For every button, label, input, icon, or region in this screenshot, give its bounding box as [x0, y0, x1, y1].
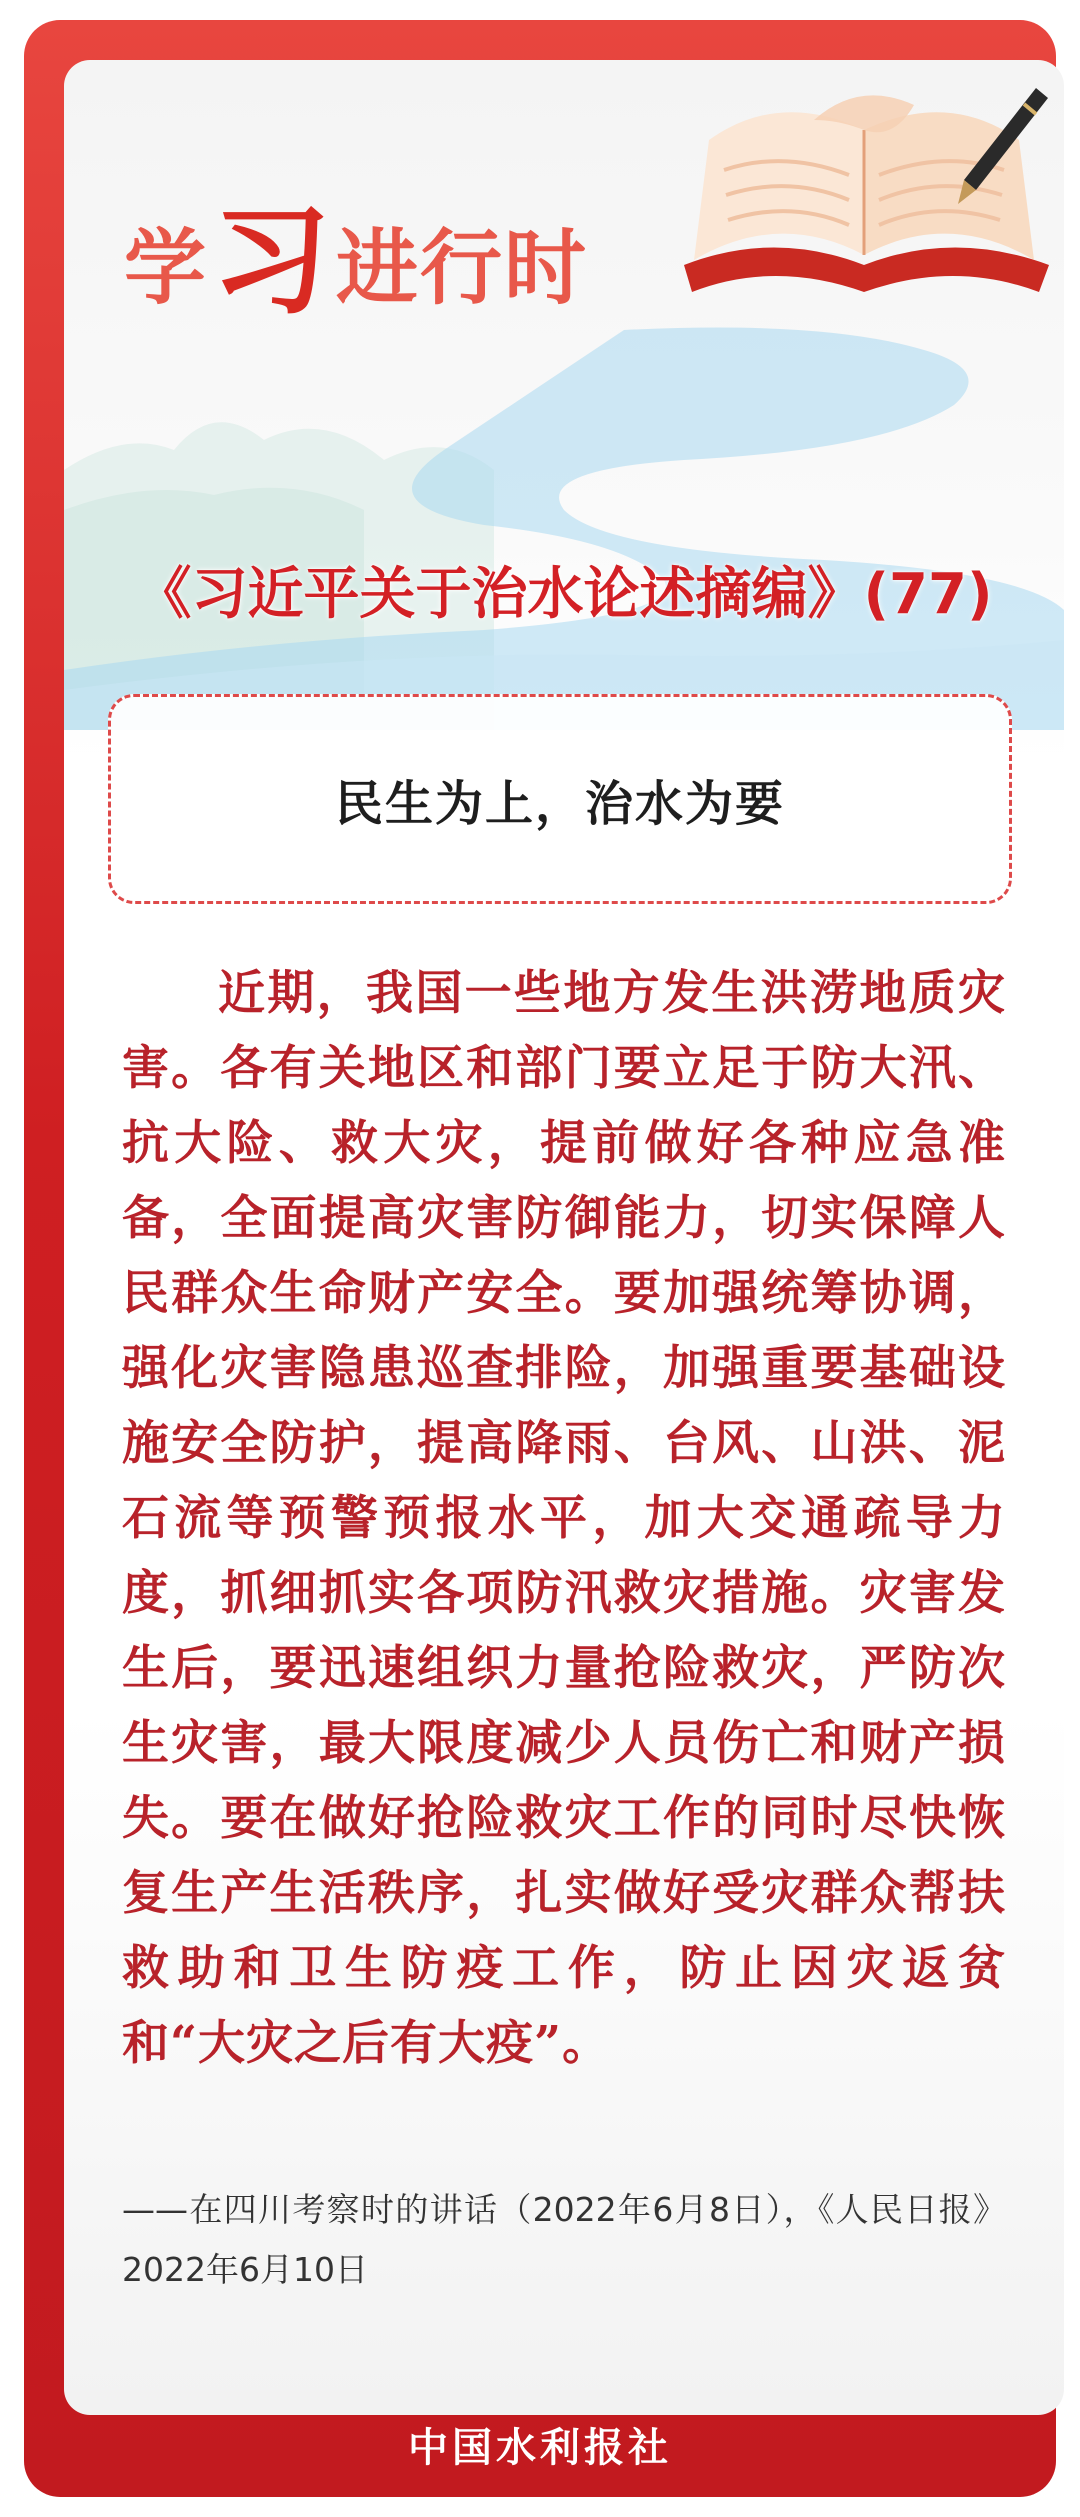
red-frame	[24, 20, 1056, 2497]
book-illustration	[664, 60, 1064, 300]
brand-char-2: 习	[212, 192, 333, 330]
brand-logo	[124, 160, 589, 330]
mountain-river-illustration	[64, 310, 1064, 730]
body-paragraph: 近期，我国一些地方发生洪涝地质灾害。各有关地区和部门要立足于防大汛、抗大险、救大灾，提前做好各种应急准备，全面提高灾害防御能力，切实保障人民群众生命财产安全。要加强统筹协调，强化灾害隐患巡查排险，加强重要基础设施安全防护，提高降雨、台风、山洪、泥石流等预警预报水平，加大交通疏导力度，抓细抓实各项防汛救灾措施。灾害发生后，要迅速组织力量抢险救灾，严防次生灾害，最大限度减少人员伤亡和财产损失。要在做好抢险救灾工作的同时尽快恢复生产生活秩序，扎实做好受灾群众帮扶救助和卫生防疫工作，防止因灾返贫和“大灾之后有大疫”。	[122, 966, 1006, 2071]
brand-rest: 进行时	[336, 221, 589, 316]
content-panel	[64, 60, 1064, 2415]
footer-publisher: 中国水利报社	[408, 2424, 672, 2471]
page-title: 《习近平关于治水论述摘编》(77)	[135, 562, 993, 627]
subtitle: 民生为上，治水为要	[334, 775, 785, 832]
source-citation: ——在四川考察时的讲话（2022年6月8日），《人民日报》2022年6月10日	[122, 2190, 1006, 2289]
subtitle-box	[108, 694, 1012, 904]
brand-char-1: 学	[124, 221, 209, 316]
